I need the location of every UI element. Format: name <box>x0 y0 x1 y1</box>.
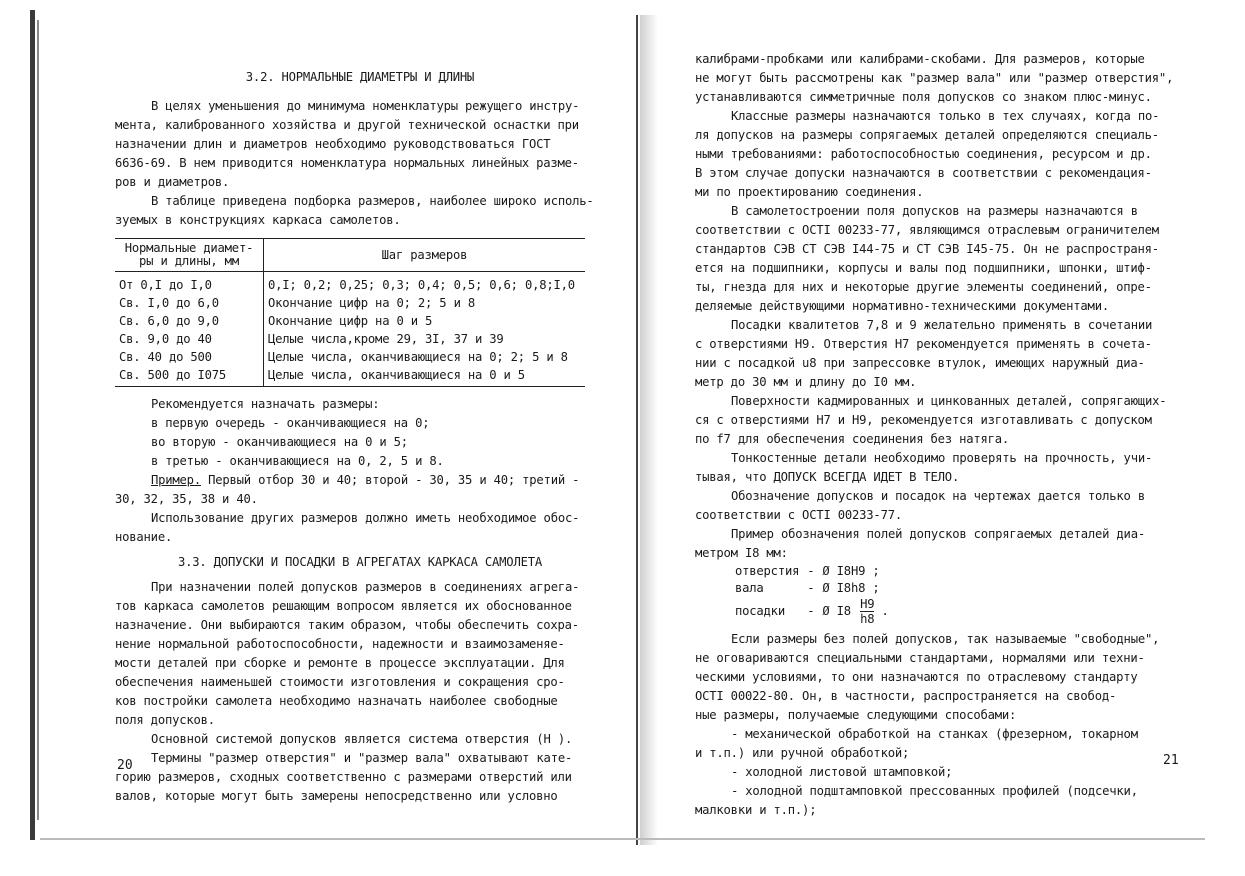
table-header-line: ры и длины, мм <box>139 254 239 268</box>
tolerance-value: Ø I8H9 ; <box>822 564 880 578</box>
page-spine-shadow <box>640 15 658 845</box>
list-item: малковки и т.п.); <box>695 803 817 817</box>
page-number-right: 21 <box>1163 753 1179 768</box>
paragraph-line: обеспечения наименьшей стоимости изготовления и сокращения сро- <box>115 674 565 689</box>
table-row <box>115 272 585 294</box>
table-cell-range: Св. 500 до I075 <box>115 366 264 387</box>
example-line <box>115 471 605 490</box>
paragraph-line: по f7 для обеспечения соединения без натяга. <box>695 432 1010 446</box>
table-cell-step: Целые числа, оканчивающиеся на 0; 2; 5 и 8 <box>264 348 586 366</box>
paragraph-line: валов, которые могут быть замерены непосредственно или условно <box>115 788 558 803</box>
recommendation-line: в первую очередь - оканчивающиеся на 0; <box>151 415 430 430</box>
tolerance-row <box>731 563 893 580</box>
table-row <box>115 294 585 312</box>
table-cell-step: Окончание цифр на 0 и 5 <box>264 312 586 330</box>
list-item: - холодной подштамповкой прессованных профилей (подсечки, <box>731 784 1138 798</box>
paragraph-line: метр до 30 мм и длину до I0 мм. <box>695 375 917 389</box>
paragraph-line: ные размеры, получаемые следующими способами: <box>695 708 1017 722</box>
example-line: 30, 32, 35, 38 и 40. <box>115 491 258 506</box>
recommendation-line: в третью - оканчивающиеся на 0, 2, 5 и 8. <box>151 453 444 468</box>
tolerance-name: отверстия <box>735 564 800 578</box>
table-cell-range: Св. 9,0 до 40 <box>119 331 212 346</box>
paragraph-line: При назначении полей допусков размеров в соединениях агрега- <box>151 579 580 594</box>
paragraph-line: ми по проектированию соединения. <box>695 185 924 199</box>
list-item: - холодной листовой штамповкой; <box>731 765 953 779</box>
paragraph-line: мости деталей при сборке и ремонте в процессе эксплуатации. Для <box>115 655 565 670</box>
table-row <box>115 348 585 366</box>
paragraph-line: Посадки квалитетов 7,8 и 9 желательно применять в сочетании <box>731 318 1153 332</box>
tolerance-value <box>818 597 892 626</box>
binding-shadow <box>30 10 35 840</box>
page-number-left: 20 <box>117 758 133 773</box>
fit-fraction <box>860 597 874 626</box>
paragraph-line: тывая, что ДОПУСК ВСЕГДА ИДЕТ В ТЕЛО. <box>695 470 960 484</box>
list-item: и т.п.) или ручной обработкой; <box>695 746 910 760</box>
paragraph-line: ты, гнезда для них и некоторые другие элементы соединений, опре- <box>695 280 1152 294</box>
paragraph-line: соответствии с ОСТI 00233-77, являющимся отраслевым ограничителем <box>695 223 1159 237</box>
binding-edge <box>37 20 39 820</box>
tolerance-dash: - <box>807 581 815 595</box>
paragraph-line: ОСТI 00022-80. Он, в частности, распространяется на свобод- <box>695 689 1117 703</box>
paragraph-line: Поверхности кадмированных и цинкованных деталей, сопрягающих- <box>731 394 1167 408</box>
paragraph-line: нение нормальной работоспособности, надежности и взаимозаменяе- <box>115 636 565 651</box>
paragraph-line: ческими условиями, то они назначаются по отраслевому стандарту <box>695 670 1138 684</box>
paragraph-line: устанавливаются симметричные поля допусков со знаком плюс-минус. <box>695 90 1152 104</box>
paragraph-line: поля допусков. <box>115 712 215 727</box>
table-cell-range: От 0,I до I,0 <box>119 277 212 292</box>
tolerance-value: Ø I8h8 ; <box>822 581 880 595</box>
table-cell-range: Св. 40 до 500 <box>119 349 212 364</box>
paragraph-line: Тонкостенные детали необходимо проверять на прочность, учи- <box>731 451 1153 465</box>
table-cell-range: Св. I,0 до 6,0 <box>119 295 219 310</box>
normal-sizes-table <box>115 238 585 387</box>
paragraph-line: Классные размеры назначаются только в тех случаях, когда по- <box>731 109 1160 123</box>
table-row <box>115 366 585 387</box>
tolerance-dash: - <box>807 604 815 618</box>
paragraph-line: нии с посадкой u8 при запрессовке втулок, имеющих наружный диа- <box>695 356 1145 370</box>
paragraph-line: с отверстиями H9. Отверстия H7 рекомендуется применять в сочета- <box>695 337 1152 351</box>
fit-prefix: Ø I8 <box>822 604 851 618</box>
table-cell-step: 0,I; 0,2; 0,25; 0,3; 0,4; 0,5; 0,6; 0,8;I,0 <box>264 272 586 294</box>
paragraph-line: В таблице приведена подборка размеров, наиболее широко исполь- <box>151 194 594 208</box>
paragraph-line: ков постройки самолета необходимо назначать наиболее свободные <box>115 693 558 708</box>
paragraph-line: Термины "размер отверстия" и "размер вала" охватывают кате- <box>151 750 573 765</box>
paragraph-line: мента, калиброванного хозяйства и другой технической оснастки при <box>115 118 579 132</box>
example-label: Пример. <box>151 472 201 487</box>
paragraph-line: метром I8 мм: <box>695 546 788 560</box>
paragraph-line: ля допусков на размеры сопрягаемых деталей определяются специаль- <box>695 128 1159 142</box>
section-heading-3-3: 3.3. ДОПУСКИ И ПОСАДКИ В АГРЕГАТАХ КАРКАСА САМОЛЕТА <box>177 554 542 569</box>
paragraph-line: 6636-69. В нем приводится номенклатура нормальных линейных разме- <box>115 156 579 170</box>
table-cell-step: Целые числа,кроме 29, 3I, 37 и 39 <box>264 330 586 348</box>
table-cell-step: Окончание цифр на 0; 2; 5 и 8 <box>264 294 586 312</box>
paragraph-line: Использование других размеров должно иметь необходимое обос- <box>151 510 580 525</box>
fit-denominator: h8 <box>860 612 875 626</box>
paragraph-line: В самолетостроении поля допусков на размеры назначаются в <box>731 204 1138 218</box>
tolerance-row <box>731 580 893 597</box>
paragraph-line: не оговариваются специальными стандартами, нормалями или техни- <box>695 651 1145 665</box>
paragraph-line: ется на подшипники, корпусы и валы под подшипники, шпонки, штиф- <box>695 261 1152 275</box>
paragraph-line: горию размеров, сходных соответственно с размерами отверстий или <box>115 769 572 784</box>
recommendation-line: Рекомендуется назначать размеры: <box>151 396 380 411</box>
left-page <box>115 68 605 806</box>
paragraph-line: Пример обозначения полей допусков сопрягаемых деталей диа- <box>731 527 1145 541</box>
paragraph-line: назначении длин и диаметров необходимо руководствоваться ГОСТ <box>115 137 551 151</box>
fit-suffix: . <box>881 604 889 618</box>
tolerance-row <box>731 597 893 626</box>
paragraph-line: ся с отверстиями H7 и H9, рекомендуется изготавливать с допуском <box>695 413 1152 427</box>
example-text: Первый отбор 30 и 40; второй - 30, 35 и 40; третий - <box>200 472 580 487</box>
table-header-sizes <box>115 239 264 272</box>
paragraph-line: тов каркаса самолетов решающим вопросом является их обоснованное <box>115 598 572 613</box>
paragraph-line: В целях уменьшения до минимума номенклатуры режущего инстру- <box>151 99 580 113</box>
table-header-line: Нормальные диамет- <box>124 241 254 255</box>
paragraph-line: зуемых в конструкциях каркаса самолетов. <box>115 213 401 227</box>
table-row <box>115 312 585 330</box>
tolerance-dash: - <box>807 564 815 578</box>
paragraph-line: деляемые действующими нормативно-техническими документами. <box>695 299 1109 313</box>
paragraph-line: ров и диаметров. <box>115 175 230 189</box>
paragraph-line: ными требованиями: работоспособностью соединения, ресурсом и др. <box>695 147 1152 161</box>
page-gutter <box>636 15 638 845</box>
section-heading-3-2: 3.2. НОРМАЛЬНЫЕ ДИАМЕТРЫ И ДЛИНЫ <box>245 70 475 84</box>
recommendation-line: во вторую - оканчивающиеся на 0 и 5; <box>151 434 408 449</box>
paragraph-line: В этом случае допуски назначаются в соответствии с рекомендация- <box>695 166 1152 180</box>
list-item: - механической обработкой на станках (фрезерном, токарном <box>731 727 1138 741</box>
table-header-step: Шаг размеров <box>264 239 586 272</box>
paragraph-line: Если размеры без полей допусков, так называемые "свободные", <box>731 632 1160 646</box>
paragraph-line: назначение. Они выбираются таким образом, чтобы обеспечить сохра- <box>115 617 579 632</box>
tolerance-examples <box>731 563 893 626</box>
right-page <box>695 50 1185 820</box>
paragraph-line: Основной системой допусков является система отверстия (H ). <box>151 731 573 746</box>
paragraph-line: Обозначение допусков и посадок на чертежах дается только в <box>731 489 1145 503</box>
paragraph-line: соответствии с ОСТI 00233-77. <box>695 508 902 522</box>
paragraph-line: калибрами-пробками или калибрами-скобами. Для размеров, которые <box>695 52 1145 66</box>
page-bottom-edge <box>40 838 1205 840</box>
tolerance-name: посадки <box>735 604 785 618</box>
paragraph-line: нование. <box>115 529 173 544</box>
paragraph-line: стандартов СЭВ СТ СЭВ I44-75 и СТ СЭВ I45-75. Он не распространя- <box>695 242 1159 256</box>
paragraph-line: не могут быть рассмотрены как "размер вала" или "размер отверстия", <box>695 71 1174 85</box>
table-row <box>115 330 585 348</box>
table-cell-step: Целые числа, оканчивающиеся на 0 и 5 <box>264 366 586 387</box>
table-cell-range: Св. 6,0 до 9,0 <box>119 313 219 328</box>
tolerance-name: вала <box>735 581 764 595</box>
recommendation-block <box>115 395 605 547</box>
fit-numerator: H9 <box>860 597 875 611</box>
